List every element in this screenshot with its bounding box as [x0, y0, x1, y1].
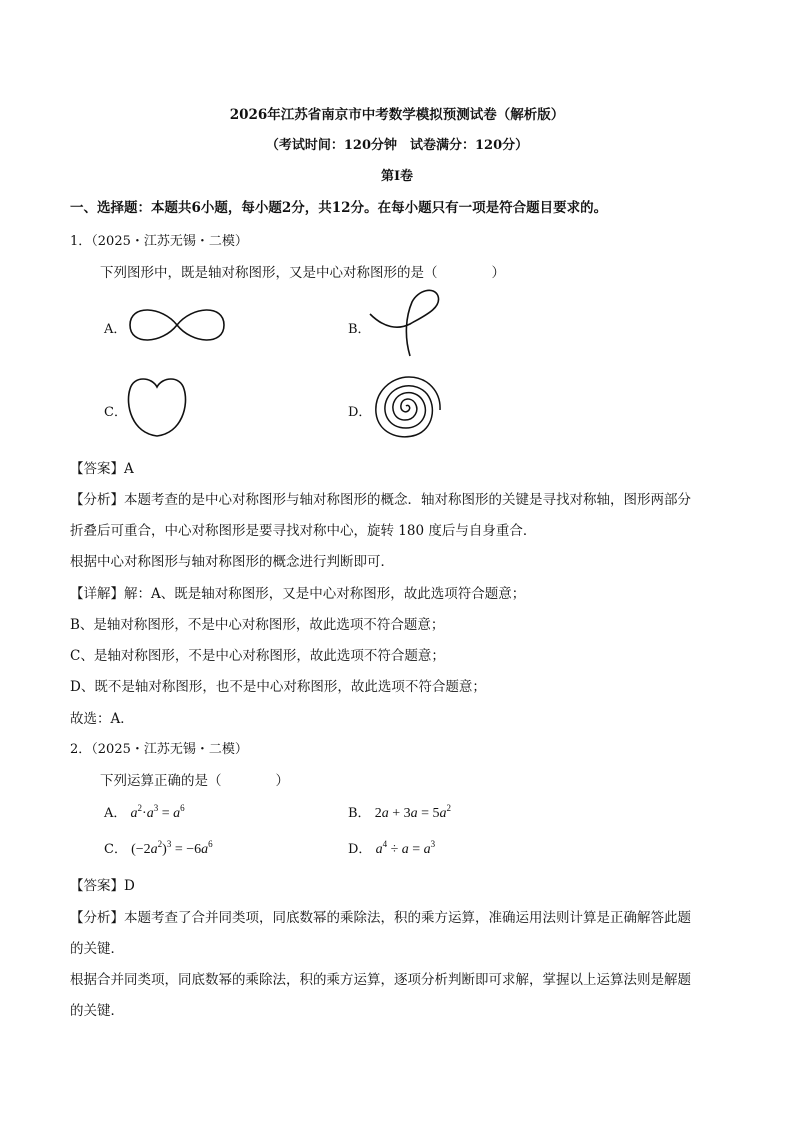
q2-analysis-line-4: 的关键．: [70, 1003, 124, 1019]
q2-stem: 下列运算正确的是（ ）: [100, 773, 289, 789]
spiral-figure: [366, 370, 446, 446]
q2-answer: 【答案】D: [70, 878, 135, 894]
q1-stem: 下列图形中，既是轴对称图形，又是中心对称图形的是（ ）: [100, 265, 505, 281]
loop-curve-figure: [366, 288, 446, 360]
q1-detail-line-3: C、是轴对称图形，不是中心对称图形，故此选项不符合题意；: [70, 648, 445, 664]
volume-label: 第Ⅰ卷: [380, 169, 414, 184]
q2-option-b-formula: $2a + 3a = 5a^2$: [374, 803, 452, 821]
q2-option-a: [104, 802, 185, 822]
q1-analysis-line-2: 折叠后可重合，中心对称图形是要寻找对称中心，旋转 180 度后与自身重合．: [70, 523, 537, 539]
q2-option-c-label: C．: [104, 842, 127, 857]
q2-option-d-formula: $a^4 \div a = a^3$: [375, 839, 436, 857]
q1-detail-line-4: D、既不是轴对称图形，也不是中心对称图形，故此选项不符合题意；: [70, 679, 486, 695]
q2-option-a-formula: $a^2\cdot a^3 = a^6$: [130, 803, 185, 821]
q1-option-b-label: B．: [348, 322, 371, 337]
q2-option-a-label: A．: [104, 806, 127, 821]
q2-number: 2．（2025・江苏无锡・二模）: [70, 742, 248, 757]
q2-option-c-formula: $(-2a^2)^3 = -6a^6$: [131, 839, 213, 857]
q2-option-c: [104, 838, 213, 858]
q2-analysis-line-1: 【分析】本题考查了合并同类项，同底数幂的乘除法，积的乘方运算，准确运用法则计算是正确解答此题: [70, 910, 691, 926]
section-heading: 一、选择题：本题共6小题，每小题2分，共12分。在每小题只有一项是符合题目要求的。: [70, 200, 608, 216]
q1-option-a-label: A．: [104, 322, 127, 337]
q1-option-d-label: D．: [348, 405, 372, 420]
q1-number: 1．（2025・江苏无锡・二模）: [70, 234, 248, 249]
q1-conclusion: 故选：A．: [70, 711, 134, 727]
q1-detail-line-1: 【详解】解：A、既是轴对称图形，又是中心对称图形，故此选项符合题意；: [70, 586, 526, 602]
q2-analysis-line-2: 的关键．: [70, 941, 124, 957]
q1-analysis-line-1: 【分析】本题考查的是中心对称图形与轴对称图形的概念．轴对称图形的关键是寻找对称轴，图形两部分: [70, 492, 691, 508]
q1-answer: 【答案】A: [70, 461, 134, 477]
q2-option-b: [348, 802, 451, 822]
q2-option-b-label: B．: [348, 806, 371, 821]
q2-option-d-label: D．: [348, 842, 372, 857]
heart-figure: [124, 373, 190, 439]
page-title: 2026年江苏省南京市中考数学模拟预测试卷（解析版）: [229, 107, 565, 123]
q2-analysis-line-3: 根据合并同类项，同底数幂的乘除法，积的乘方运算，逐项分析判断即可求解，掌握以上运算法则是解题: [70, 972, 691, 988]
q2-option-d: [348, 838, 435, 858]
infinity-figure: [122, 298, 232, 352]
q1-option-c-label: C．: [104, 405, 127, 420]
exam-info: （考试时间：120分钟 试卷满分：120分）: [265, 138, 529, 153]
q1-analysis-line-3: 根据中心对称图形与轴对称图形的概念进行判断即可．: [70, 554, 394, 570]
q1-detail-line-2: B、是轴对称图形，不是中心对称图形，故此选项不符合题意；: [70, 617, 445, 633]
